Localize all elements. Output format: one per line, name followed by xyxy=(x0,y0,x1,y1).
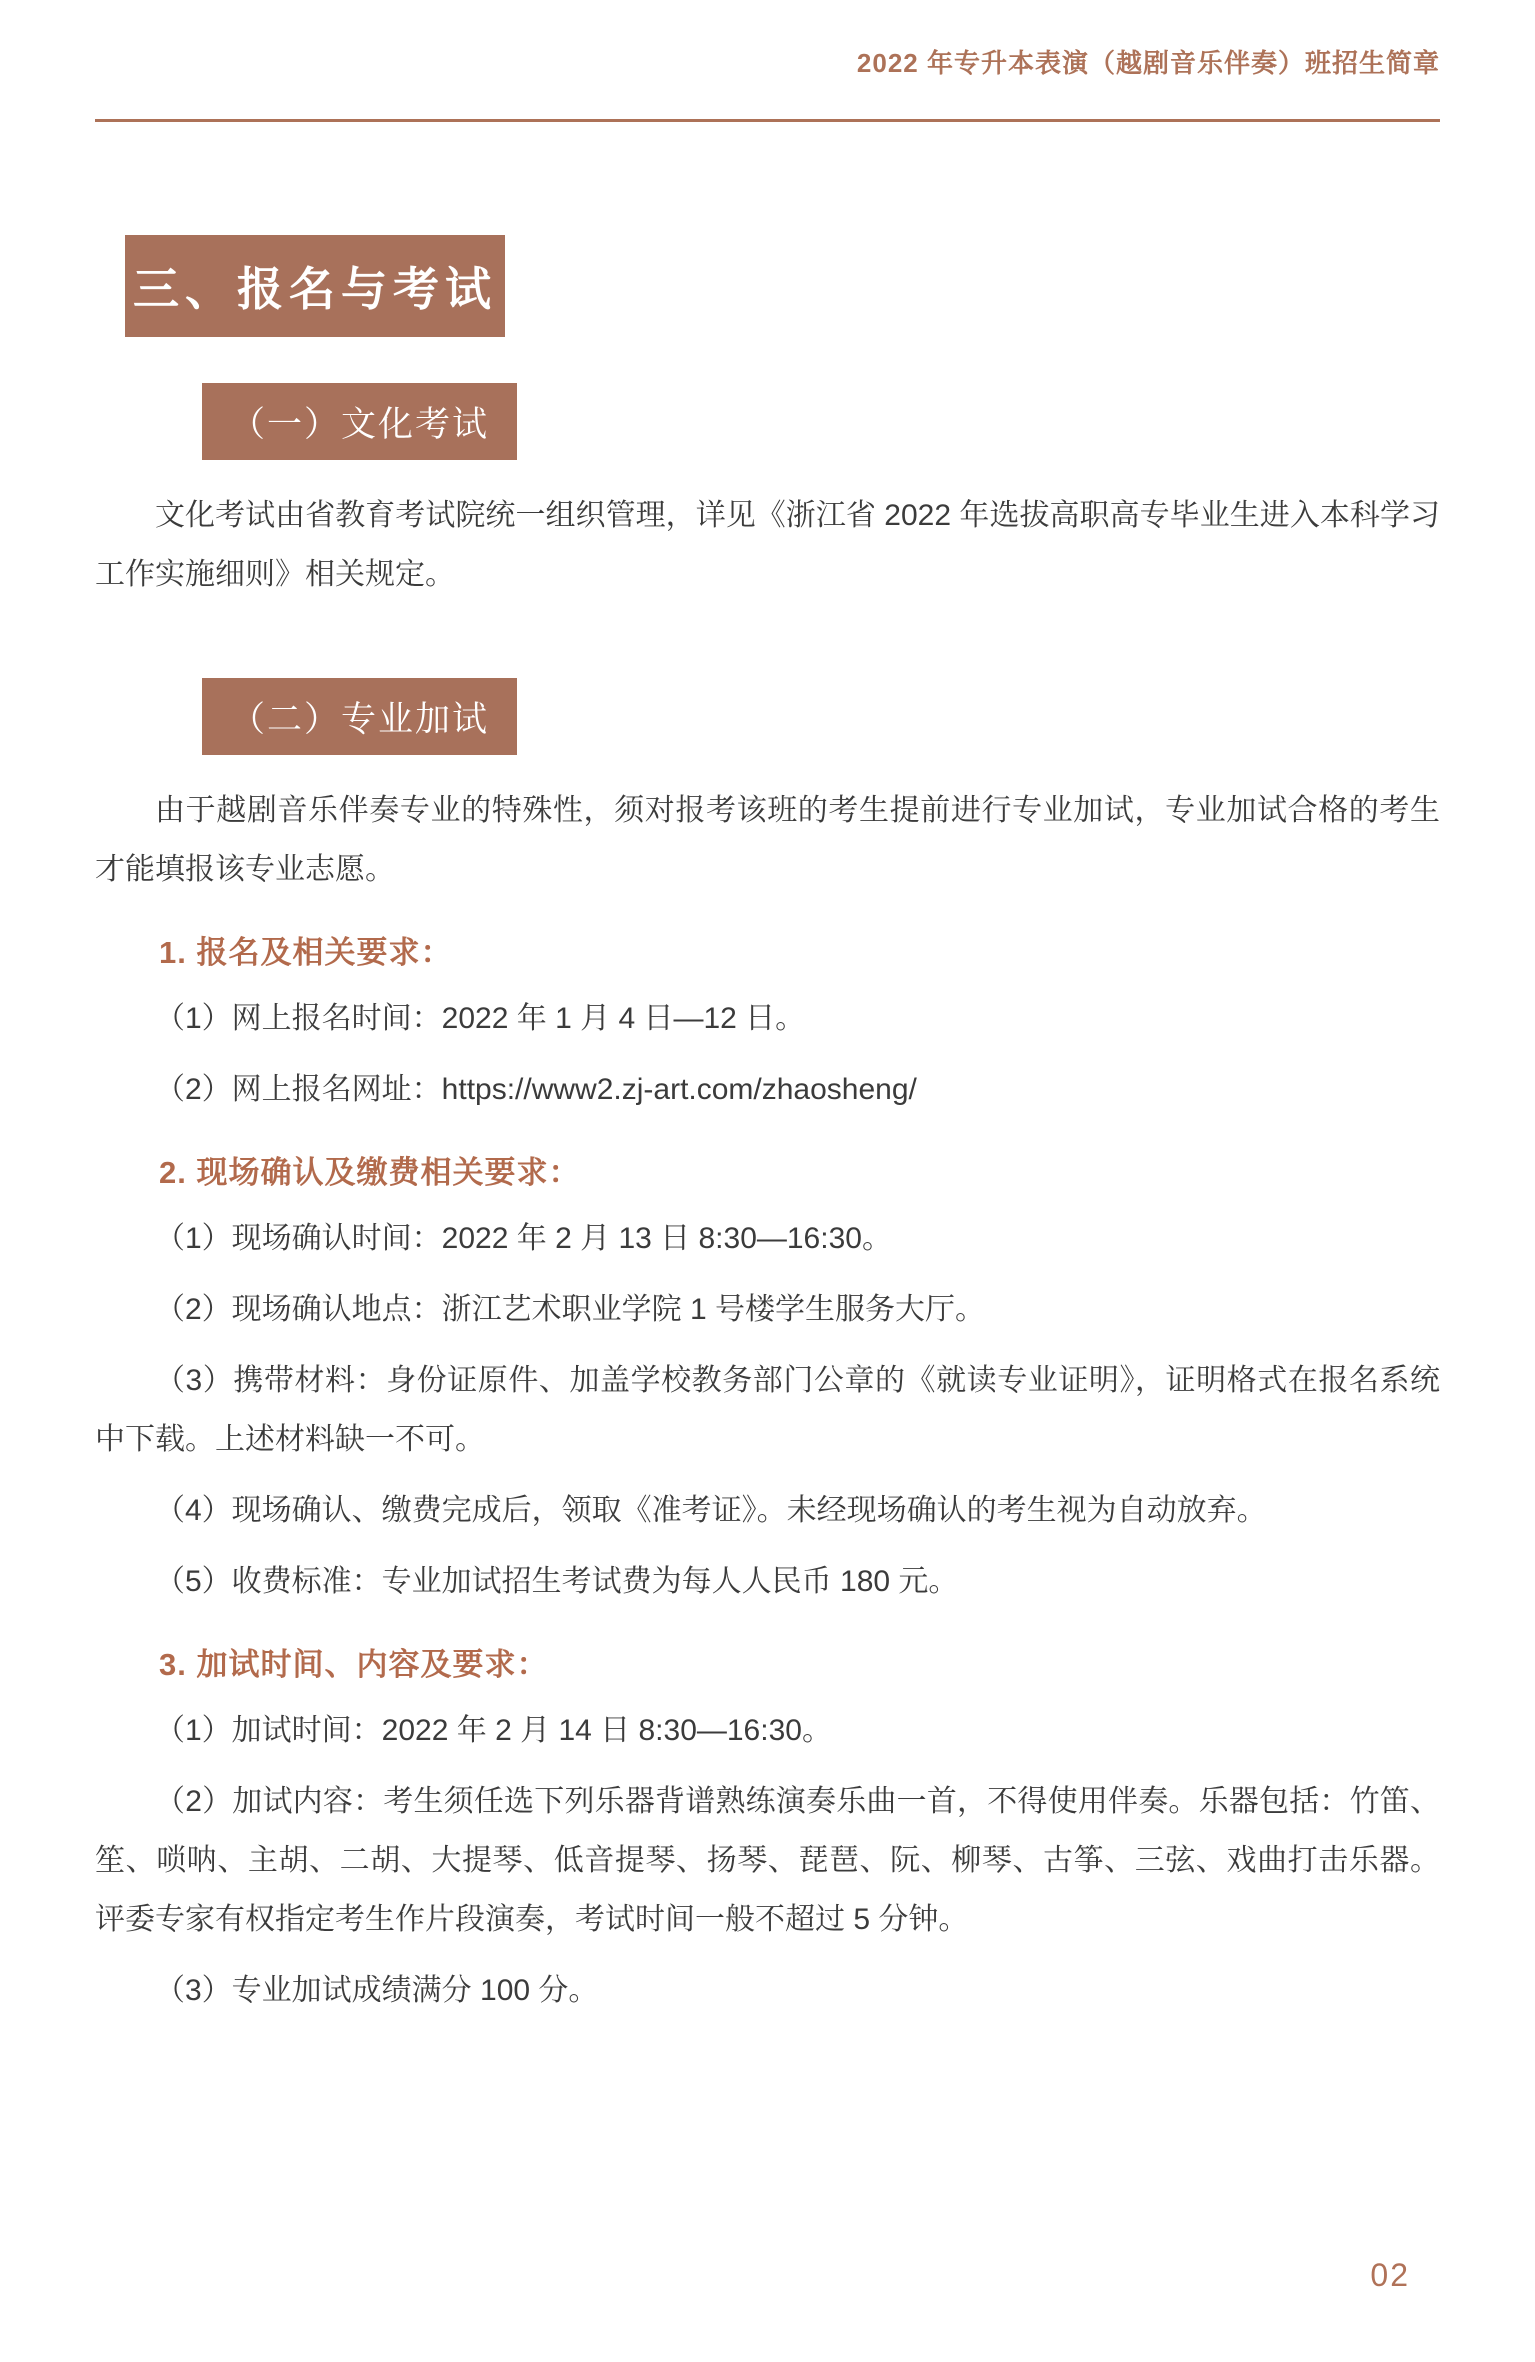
list-item: （2）加试内容：考生须任选下列乐器背谱熟练演奏乐曲一首，不得使用伴奏。乐器包括：竹笛、笙、唢呐、主胡、二胡、大提琴、低音提琴、扬琴、琵琶、阮、柳琴、古筝、三弦、戏曲打击乐器。评委专家有权指定考生作片段演奏，考试时间一般不超过 5 分钟。 xyxy=(95,1785,1440,1936)
main-title-box xyxy=(125,235,505,337)
sub-section-label: （二）专业加试 xyxy=(229,699,489,739)
numbered-heading-onsite-confirmation: 2. 现场确认及缴费相关要求： xyxy=(159,1155,581,1190)
numbered-heading-registration: 1. 报名及相关要求： xyxy=(159,935,453,970)
body-paragraph-culture-exam: 文化考试由省教育考试院统一组织管理，详见《浙江省 2022 年选拔高职高专毕业生进入本科学习工作实施细则》相关规定。 xyxy=(95,499,1440,591)
list-item-registration-url: （2）网上报名网址：https://www2.zj-art.com/zhaosheng/ xyxy=(155,1073,917,1106)
doc-header-title: 2022 年专升本表演（越剧音乐伴奏）班招生简章 xyxy=(856,48,1440,78)
list-item: （3）携带材料：身份证原件、加盖学校教务部门公章的《就读专业证明》，证明格式在报名系统中下载。上述材料缺一不可。 xyxy=(95,1364,1440,1456)
list-item: （1）加试时间：2022 年 2 月 14 日 8:30—16:30。 xyxy=(155,1714,832,1747)
sub-section-label: （一）文化考试 xyxy=(229,404,489,444)
list-item: （2）现场确认地点：浙江艺术职业学院 1 号楼学生服务大厅。 xyxy=(155,1293,986,1326)
sub-section-box-major-test xyxy=(202,678,517,755)
body-paragraph-major-test-intro: 由于越剧音乐伴奏专业的特殊性，须对报考该班的考生提前进行专业加试，专业加试合格的考生才能填报该专业志愿。 xyxy=(95,794,1440,886)
sub-section-box-culture-exam xyxy=(202,383,517,460)
list-item: （3）专业加试成绩满分 100 分。 xyxy=(155,1974,599,2007)
page-number: 02 xyxy=(1370,2257,1410,2293)
list-item: （1）网上报名时间：2022 年 1 月 4 日—12 日。 xyxy=(155,1002,806,1035)
list-item: （5）收费标准：专业加试招生考试费为每人人民币 180 元。 xyxy=(155,1565,959,1598)
numbered-heading-test-schedule: 3. 加试时间、内容及要求： xyxy=(159,1647,549,1682)
main-title: 三、报名与考试 xyxy=(133,264,497,315)
list-item: （1）现场确认时间：2022 年 2 月 13 日 8:30—16:30。 xyxy=(155,1222,892,1255)
header-rule xyxy=(95,119,1440,122)
list-item: （4）现场确认、缴费完成后，领取《准考证》。未经现场确认的考生视为自动放弃。 xyxy=(155,1494,1267,1527)
